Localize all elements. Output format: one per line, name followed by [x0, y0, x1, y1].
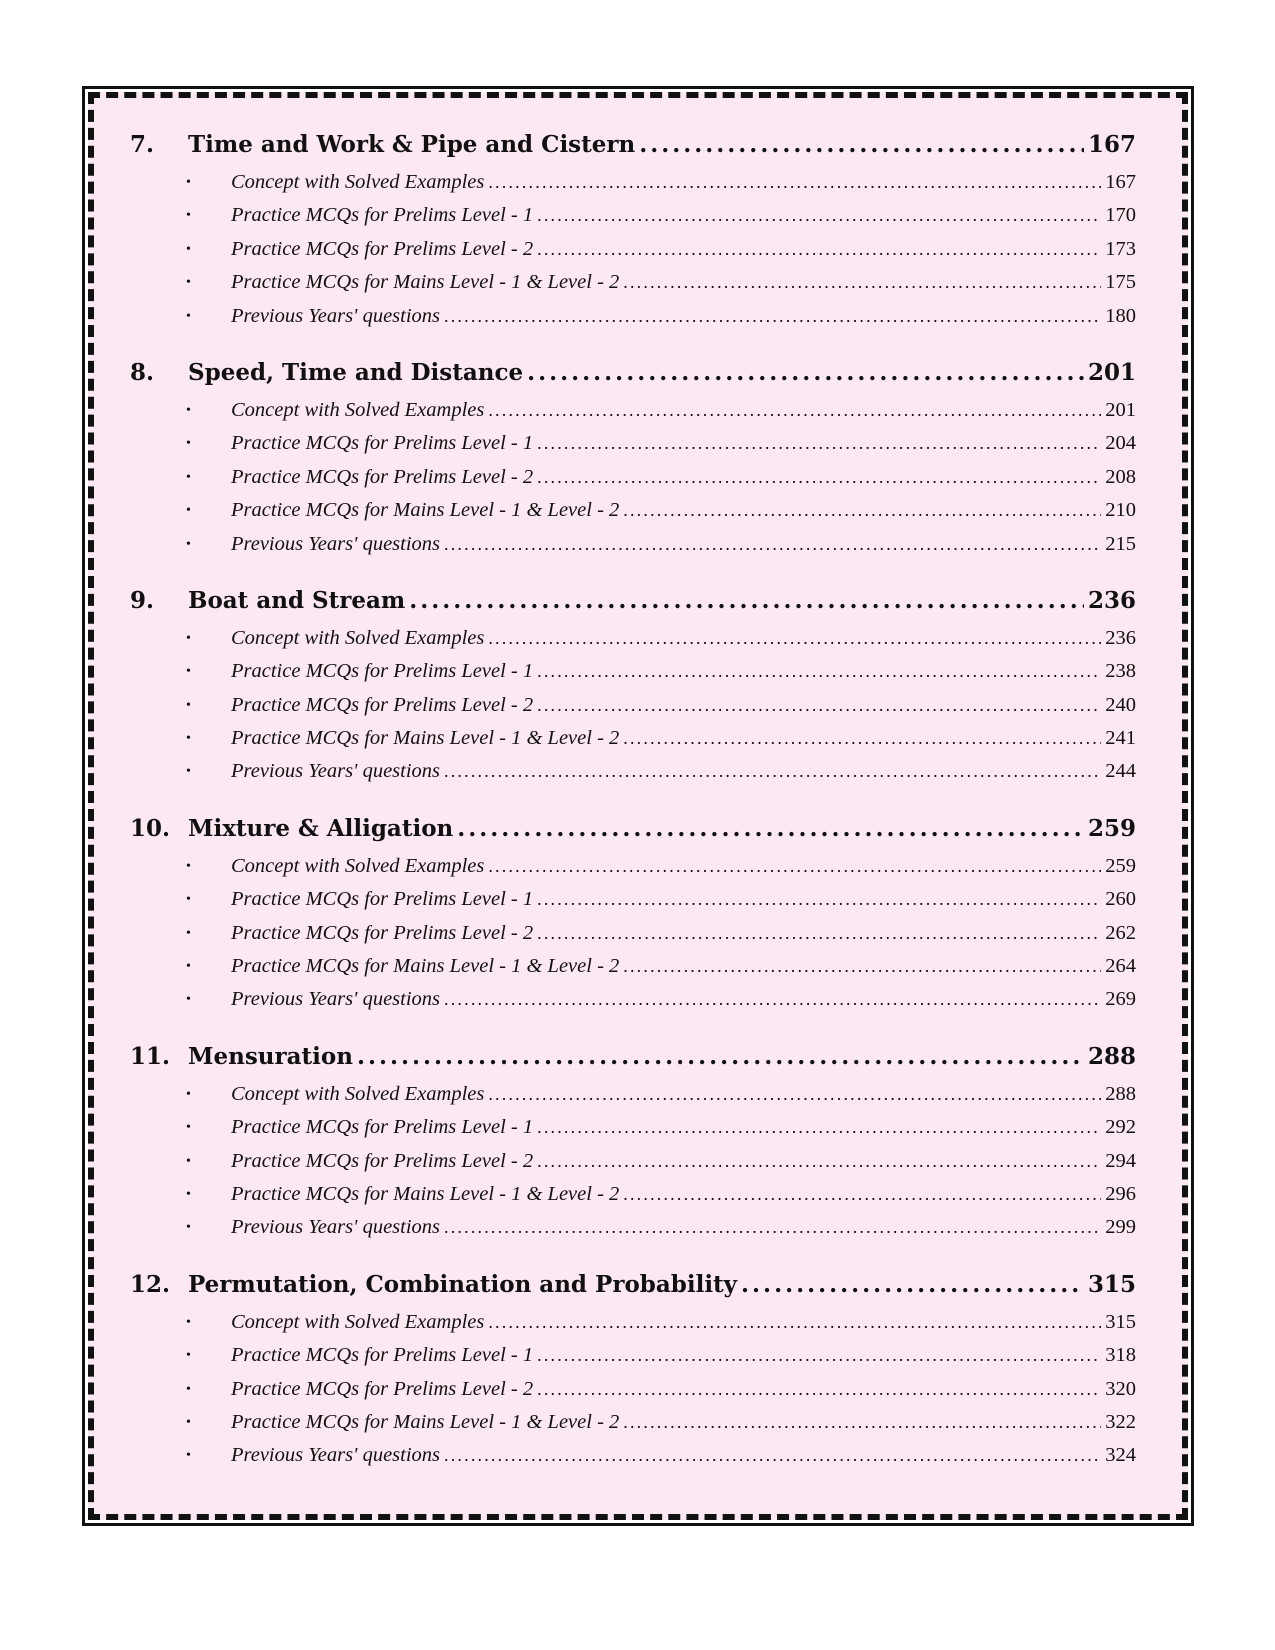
dot-leader [457, 815, 1084, 842]
chapter-title: Mixture & Alligation [188, 814, 454, 842]
dot-leader [488, 400, 1101, 421]
chapter-title: Mensuration [188, 1042, 353, 1070]
dot-leader [444, 1445, 1101, 1466]
chapter-heading[interactable] [130, 359, 1136, 399]
entry-page-number: 324 [1105, 1444, 1136, 1467]
dot-leader [444, 306, 1101, 327]
bullet-icon: • [186, 1381, 191, 1397]
chapter-page-number: 288 [1087, 1042, 1136, 1070]
toc-entry[interactable] [130, 955, 1136, 988]
toc-entry[interactable] [130, 499, 1136, 532]
entry-title: Previous Years' questions [231, 304, 441, 327]
entry-title: Concept with Solved Examples [231, 171, 485, 193]
dot-leader [357, 1043, 1084, 1070]
bullet-icon: • [186, 959, 191, 975]
entry-title: Practice MCQs for Prelims Level - 2 [231, 1149, 534, 1172]
entry-title: Concept with Solved Examples [231, 1310, 485, 1333]
entry-title: Concept with Solved Examples [231, 398, 485, 421]
dot-leader [444, 761, 1101, 782]
toc-entry[interactable] [130, 627, 1136, 660]
entry-page-number: 201 [1105, 398, 1136, 421]
dot-leader [409, 587, 1084, 614]
entry-page-number: 318 [1105, 1344, 1136, 1367]
entry-page-number: 215 [1105, 532, 1136, 555]
entry-page-number: 236 [1105, 626, 1136, 649]
dot-leader [537, 1151, 1101, 1172]
chapter-title: Permutation, Combination and Probability [188, 1270, 738, 1298]
chapter-page-number: 201 [1087, 358, 1136, 386]
toc-entry[interactable] [130, 1344, 1136, 1377]
bullet-icon: • [186, 469, 191, 485]
entry-title: Previous Years' questions [231, 532, 441, 555]
entry-page-number: 167 [1105, 171, 1136, 193]
entry-page-number: 180 [1105, 304, 1136, 327]
toc-entry[interactable] [130, 533, 1136, 566]
entry-page-number: 320 [1105, 1377, 1136, 1400]
toc-entry[interactable] [130, 1216, 1136, 1249]
toc-entry[interactable] [130, 888, 1136, 921]
entry-title: Practice MCQs for Prelims Level - 2 [231, 921, 534, 944]
toc-entry[interactable] [130, 1411, 1136, 1444]
entry-page-number: 259 [1105, 854, 1136, 877]
entry-title: Previous Years' questions [231, 760, 441, 783]
dot-leader [537, 433, 1101, 454]
bullet-icon: • [186, 630, 191, 646]
dot-leader [623, 956, 1101, 977]
dot-leader [623, 1184, 1101, 1205]
entry-page-number: 208 [1105, 465, 1136, 488]
entry-page-number: 170 [1105, 204, 1136, 227]
dot-leader [444, 989, 1101, 1010]
bullet-icon: • [186, 241, 191, 257]
bullet-icon: • [186, 1153, 191, 1169]
dot-leader [444, 1217, 1101, 1238]
toc-entry[interactable] [130, 1116, 1136, 1149]
chapter-number: 8. [130, 358, 155, 386]
bullet-icon: • [186, 664, 191, 680]
entry-title: Practice MCQs for Mains Level - 1 & Level - 2 [231, 955, 620, 978]
chapter-block [130, 587, 1136, 794]
entry-page-number: 244 [1105, 760, 1136, 783]
bullet-icon: • [186, 1448, 191, 1464]
dot-leader [623, 500, 1101, 521]
dot-leader [639, 131, 1084, 158]
entry-page-number: 262 [1105, 921, 1136, 944]
bullet-icon: • [186, 208, 191, 224]
entry-page-number: 241 [1105, 727, 1136, 750]
chapter-page-number: 236 [1087, 586, 1136, 614]
entry-title: Concept with Solved Examples [231, 854, 485, 877]
chapter-title: Speed, Time and Distance [188, 358, 524, 386]
dot-leader [488, 1312, 1101, 1333]
toc-entry[interactable] [130, 204, 1136, 237]
chapter-heading[interactable] [130, 1043, 1136, 1083]
entry-page-number: 299 [1105, 1216, 1136, 1239]
toc-entry[interactable] [130, 1150, 1136, 1183]
bullet-icon: • [186, 858, 191, 874]
dot-leader [488, 1084, 1101, 1105]
chapter-number: 12. [130, 1270, 171, 1298]
entry-page-number: 204 [1105, 432, 1136, 455]
entry-title: Practice MCQs for Mains Level - 1 & Level - 2 [231, 1182, 620, 1205]
entry-title: Concept with Solved Examples [231, 626, 485, 649]
dot-leader [537, 889, 1101, 910]
chapter-block [130, 815, 1136, 1022]
entry-title: Previous Years' questions [231, 1216, 441, 1239]
entry-title: Practice MCQs for Prelims Level - 1 [231, 888, 534, 911]
entry-title: Practice MCQs for Prelims Level - 2 [231, 693, 534, 716]
entry-title: Previous Years' questions [231, 1444, 441, 1467]
bullet-icon: • [186, 308, 191, 324]
bullet-icon: • [186, 275, 191, 291]
chapter-heading[interactable] [130, 587, 1136, 627]
entry-title: Practice MCQs for Mains Level - 1 & Level - 2 [231, 727, 620, 750]
bullet-icon: • [186, 764, 191, 780]
chapter-page-number: 259 [1087, 814, 1136, 842]
entry-page-number: 210 [1105, 499, 1136, 522]
entry-page-number: 269 [1105, 988, 1136, 1011]
toc-entry[interactable] [130, 1083, 1136, 1116]
entry-page-number: 296 [1105, 1182, 1136, 1205]
chapter-heading[interactable] [130, 815, 1136, 855]
entry-title: Practice MCQs for Prelims Level - 2 [231, 237, 534, 260]
chapter-block [130, 359, 1136, 566]
entry-title: Practice MCQs for Prelims Level - 2 [231, 1377, 534, 1400]
dot-leader [488, 856, 1101, 877]
bullet-icon: • [186, 697, 191, 713]
toc-entry[interactable] [130, 922, 1136, 955]
entry-page-number: 240 [1105, 693, 1136, 716]
entry-title: Practice MCQs for Prelims Level - 1 [231, 432, 534, 455]
dot-leader [537, 239, 1101, 260]
dot-leader [488, 628, 1101, 649]
entry-title: Practice MCQs for Prelims Level - 1 [231, 1344, 534, 1367]
bullet-icon: • [186, 402, 191, 418]
dot-leader [537, 205, 1101, 226]
entry-title: Practice MCQs for Mains Level - 1 & Level - 2 [231, 499, 620, 522]
toc-entry[interactable] [130, 727, 1136, 760]
bullet-icon: • [186, 1186, 191, 1202]
toc-entry[interactable] [130, 1311, 1136, 1344]
entry-page-number: 288 [1105, 1082, 1136, 1105]
dot-leader [741, 1271, 1084, 1298]
entry-page-number: 173 [1105, 237, 1136, 260]
toc-entry[interactable] [130, 1183, 1136, 1216]
table-of-contents [130, 131, 1136, 1499]
entry-title: Concept with Solved Examples [231, 1082, 485, 1105]
toc-entry[interactable] [130, 305, 1136, 338]
entry-page-number: 292 [1105, 1116, 1136, 1139]
dot-leader [537, 661, 1101, 682]
bullet-icon: • [186, 1086, 191, 1102]
bullet-icon: • [186, 503, 191, 519]
entry-page-number: 322 [1105, 1410, 1136, 1433]
toc-entry[interactable] [130, 1444, 1136, 1477]
bullet-icon: • [186, 1314, 191, 1330]
chapter-title: Time and Work & Pipe and Cistern [188, 131, 636, 158]
entry-title: Practice MCQs for Prelims Level - 1 [231, 660, 534, 683]
entry-title: Practice MCQs for Prelims Level - 1 [231, 204, 534, 227]
toc-entry[interactable] [130, 432, 1136, 465]
dot-leader [537, 695, 1101, 716]
entry-title: Practice MCQs for Prelims Level - 1 [231, 1116, 534, 1139]
dot-leader [537, 1345, 1101, 1366]
toc-entry[interactable] [130, 855, 1136, 888]
dot-leader [444, 534, 1101, 555]
toc-entry[interactable] [130, 760, 1136, 793]
bullet-icon: • [186, 436, 191, 452]
chapter-number: 11. [130, 1042, 171, 1070]
dot-leader [537, 1379, 1101, 1400]
entry-page-number: 260 [1105, 888, 1136, 911]
toc-entry[interactable] [130, 660, 1136, 693]
entry-title: Previous Years' questions [231, 988, 441, 1011]
toc-entry[interactable] [130, 1378, 1136, 1411]
bullet-icon: • [186, 925, 191, 941]
entry-page-number: 264 [1105, 955, 1136, 978]
bullet-icon: • [186, 1348, 191, 1364]
chapter-number: 7. [130, 131, 155, 158]
entry-page-number: 294 [1105, 1149, 1136, 1172]
entry-page-number: 175 [1105, 271, 1136, 294]
bullet-icon: • [186, 1120, 191, 1136]
toc-entry[interactable] [130, 694, 1136, 727]
entry-title: Practice MCQs for Mains Level - 1 & Level - 2 [231, 271, 620, 294]
chapter-heading[interactable] [130, 131, 1136, 171]
chapter-number: 9. [130, 586, 155, 614]
chapter-block [130, 131, 1136, 338]
dot-leader [623, 272, 1101, 293]
bullet-icon: • [186, 1414, 191, 1430]
bullet-icon: • [186, 1220, 191, 1236]
toc-entry[interactable] [130, 238, 1136, 271]
toc-entry[interactable] [130, 466, 1136, 499]
toc-entry[interactable] [130, 988, 1136, 1021]
bullet-icon: • [186, 731, 191, 747]
dot-leader [488, 172, 1101, 193]
entry-title: Practice MCQs for Prelims Level - 2 [231, 465, 534, 488]
dot-leader [537, 1117, 1101, 1138]
dot-leader [623, 728, 1101, 749]
bullet-icon: • [186, 536, 191, 552]
chapter-heading[interactable] [130, 1271, 1136, 1311]
chapter-number: 10. [130, 814, 171, 842]
bullet-icon: • [186, 892, 191, 908]
entry-page-number: 238 [1105, 660, 1136, 683]
chapter-block [130, 1271, 1136, 1478]
bullet-icon: • [186, 992, 191, 1008]
chapter-block [130, 1043, 1136, 1250]
toc-entry[interactable] [130, 399, 1136, 432]
dot-leader [527, 359, 1084, 386]
dot-leader [537, 923, 1101, 944]
chapter-page-number: 315 [1087, 1270, 1136, 1298]
dot-leader [623, 1412, 1101, 1433]
dot-leader [537, 467, 1101, 488]
toc-entry[interactable] [130, 171, 1136, 204]
bullet-icon: • [186, 175, 191, 190]
entry-title: Practice MCQs for Mains Level - 1 & Level - 2 [231, 1410, 620, 1433]
chapter-page-number: 167 [1087, 131, 1136, 158]
entry-page-number: 315 [1105, 1310, 1136, 1333]
toc-entry[interactable] [130, 271, 1136, 304]
chapter-title: Boat and Stream [188, 586, 406, 614]
